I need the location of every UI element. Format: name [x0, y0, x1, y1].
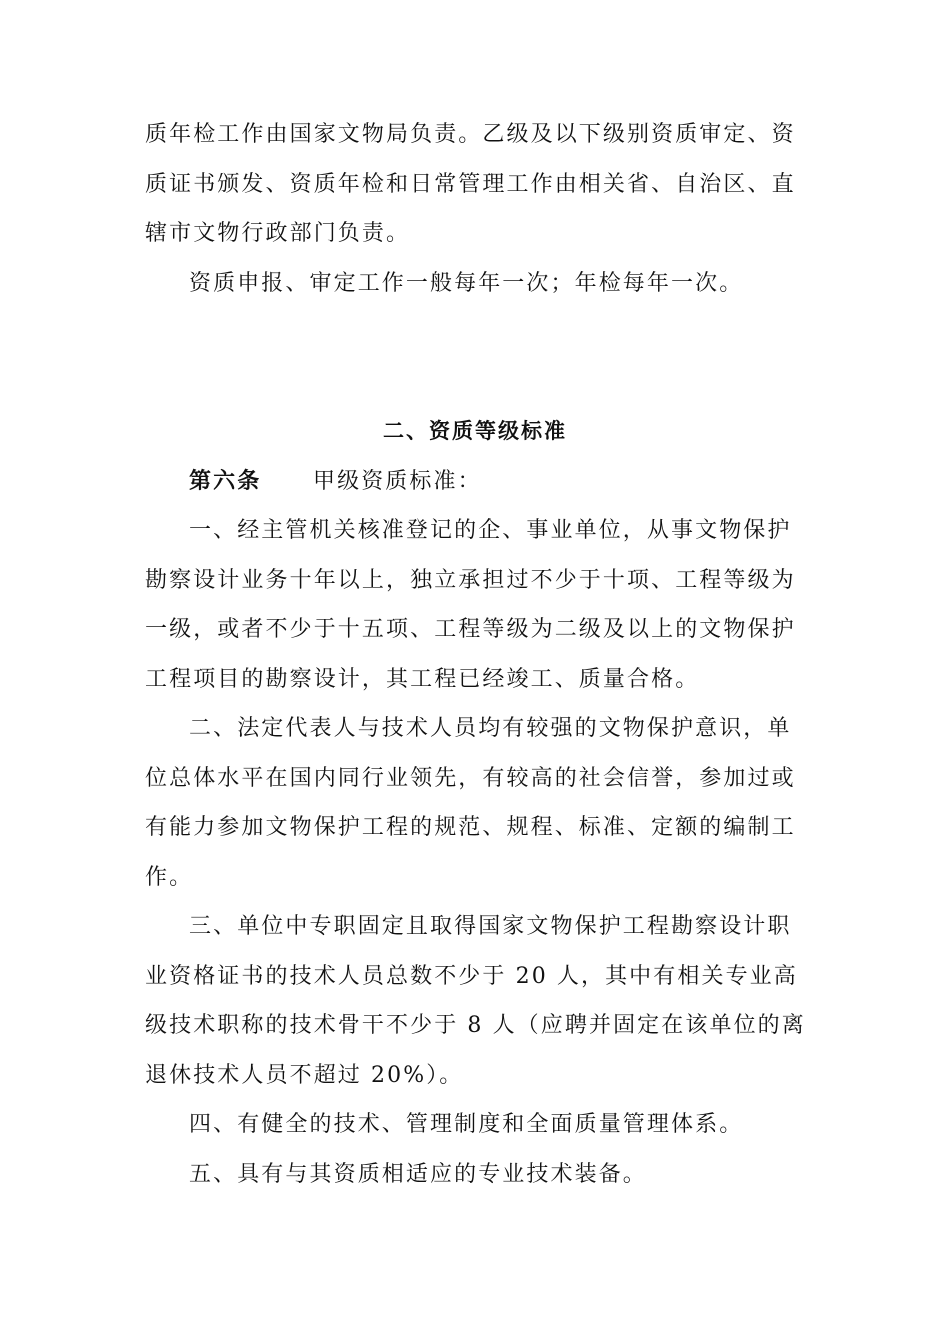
- article-item-5: [145, 1150, 805, 1200]
- text-line: 辖市文物行政部门负责。: [145, 221, 411, 246]
- article-label: 第六条: [189, 468, 262, 494]
- text-line: 工程项目的勘察设计，其工程已经竣工、质量合格。: [145, 666, 700, 692]
- text-line: 一级，或者不少于十五项、工程等级为二级及以上的文物保护: [145, 617, 796, 642]
- section-spacer: [145, 308, 805, 407]
- article-title: 甲级资质标准：: [313, 468, 482, 494]
- text-line: 质证书颁发、资质年检和日常管理工作由相关省、自治区、直: [145, 171, 796, 197]
- text-line: 四、有健全的技术、管理制度和全面质量管理体系。: [189, 1112, 744, 1137]
- article-item-2: [145, 704, 805, 902]
- article-item-4: [145, 1100, 805, 1150]
- paragraph-annual-inspection-responsibility: [145, 110, 805, 259]
- text-line: 级技术职称的技术骨干不少于 8 人（应聘并固定在该单位的离: [145, 1013, 806, 1038]
- text-line: 五、具有与其资质相适应的专业技术装备。: [189, 1161, 647, 1187]
- text-line: 退休技术人员不超过 20%）。: [145, 1062, 464, 1088]
- article-item-3: [145, 902, 805, 1100]
- text-line: 作。: [145, 864, 194, 890]
- text-line: 质年检工作由国家文物局负责。乙级及以下级别资质审定、资: [145, 122, 796, 147]
- article-header: [145, 457, 805, 507]
- text-line: 一、经主管机关核准登记的企、事业单位，从事文物保护: [189, 518, 792, 543]
- text-line: 资质申报、审定工作一般每年一次；年检每年一次。: [189, 270, 744, 296]
- paragraph-application-frequency: [145, 259, 805, 309]
- text-line: 二、法定代表人与技术人员均有较强的文物保护意识，单: [189, 716, 792, 741]
- text-line: 有能力参加文物保护工程的规范、规程、标准、定额的编制工: [145, 815, 796, 840]
- text-line: 勘察设计业务十年以上，独立承担过不少于十项、工程等级为: [145, 567, 796, 593]
- section-heading: 二、资质等级标准: [383, 419, 567, 443]
- document-page: [145, 110, 805, 1199]
- article-item-1: [145, 506, 805, 704]
- text-line: 三、单位中专职固定且取得国家文物保护工程勘察设计职: [189, 914, 792, 939]
- text-line: 业资格证书的技术人员总数不少于 20 人，其中有相关专业高: [145, 963, 798, 989]
- text-line: 位总体水平在国内同行业领先，有较高的社会信誉，参加过或: [145, 765, 796, 791]
